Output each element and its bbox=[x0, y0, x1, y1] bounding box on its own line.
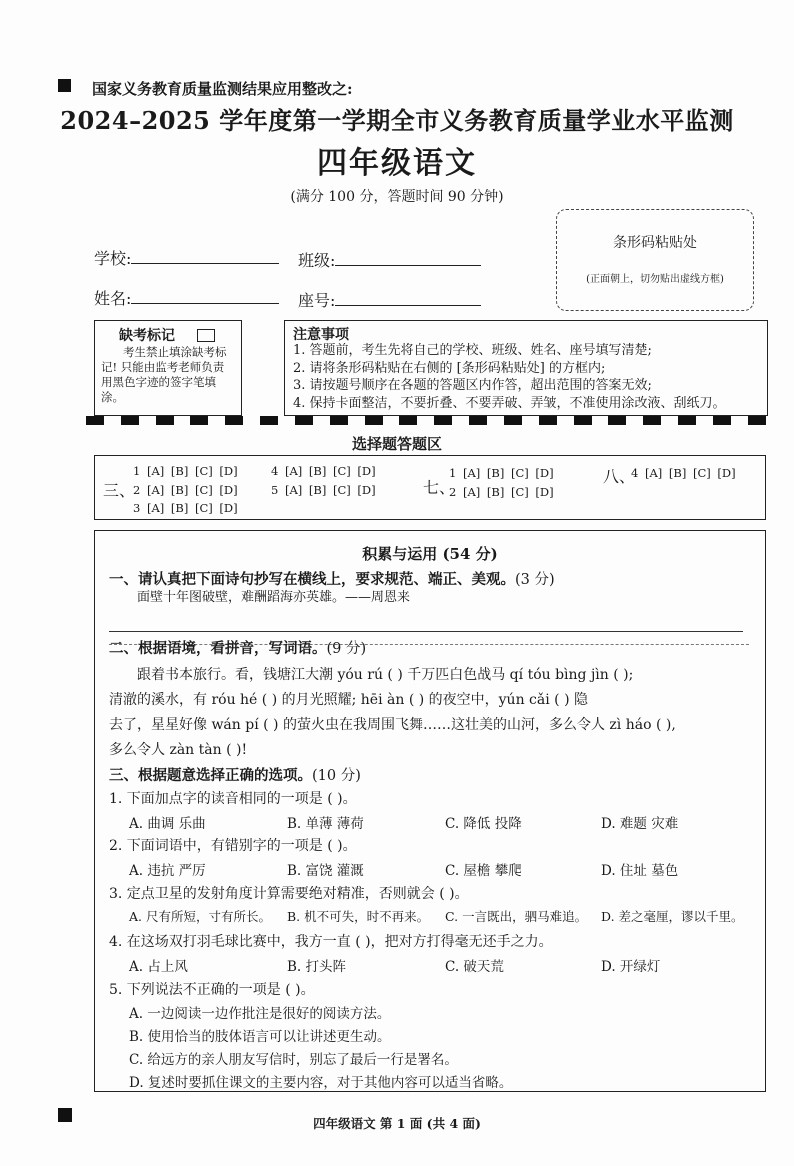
timing-marks bbox=[86, 416, 766, 426]
q1-answer-line[interactable] bbox=[109, 631, 743, 632]
absent-text: 考生禁止填涂缺考标记! 只能由监考老师负责用黑色字迹的签字笔填涂。 bbox=[101, 345, 227, 404]
choice-answer-box bbox=[94, 455, 766, 520]
absent-mark-box bbox=[94, 320, 242, 416]
q3-option[interactable]: A. 一边阅读一边作批注是很好的阅读方法。 bbox=[129, 1006, 391, 1022]
barcode-title: 条形码粘贴处 bbox=[613, 235, 697, 251]
absent-checkbox[interactable] bbox=[197, 329, 215, 342]
notice-item: 2. 请将条形码粘贴在右侧的 [条形码粘贴处] 的方框内; bbox=[293, 360, 606, 376]
notice-item: 3. 请按题号顺序在各题的答题区内作答，超出范围的答案无效; bbox=[293, 378, 652, 393]
answer-row[interactable]: 2 [A] [B] [C] [D] bbox=[133, 483, 238, 497]
q3-stem: 2. 下面词语中，有错别字的一项是 ( )。 bbox=[109, 838, 357, 854]
q3-option[interactable]: A. 占上风 bbox=[129, 959, 188, 975]
q2-line: 去了，星星好像 wán pí ( ) 的萤火虫在我周围飞舞……这壮美的山河，多么令人 zì háo ( ), bbox=[109, 717, 676, 733]
answer-row[interactable]: 2 [A] [B] [C] [D] bbox=[449, 485, 554, 499]
q3-stem: 1. 下面加点字的读音相同的一项是 ( )。 bbox=[109, 791, 357, 807]
notice-title: 注意事项 bbox=[293, 327, 349, 343]
q3-option[interactable]: B. 使用恰当的肢体语言可以让讲述更生动。 bbox=[129, 1029, 391, 1045]
name-label: 姓名: bbox=[94, 289, 132, 308]
exam-title: 2024–2025 学年度第一学期全市义务教育质量学业水平监测 bbox=[60, 106, 734, 135]
q3-option[interactable]: C. 破天荒 bbox=[445, 959, 504, 975]
notice-item: 4. 保持卡面整洁，不要折叠、不要弄破、弄皱，不准使用涂改液、刮纸刀。 bbox=[293, 395, 726, 411]
q3-option[interactable]: A. 曲调 乐曲 bbox=[129, 816, 206, 832]
class-label: 班级: bbox=[298, 251, 336, 270]
q2-line: 清澈的溪水，有 róu hé ( ) 的月光照耀; hēi àn ( ) 的夜空中，yún cǎi ( ) 隐 bbox=[109, 692, 588, 708]
subject-title: 四年级语文 bbox=[317, 146, 477, 181]
q3-stem: 4. 在这场双打羽毛球比赛中，我方一直 ( )，把对方打得毫无还手之力。 bbox=[109, 934, 553, 950]
q1-heading: 一、请认真把下面诗句抄写在横线上，要求规范、端正、美观。(3 分) bbox=[109, 571, 555, 588]
seat-field[interactable] bbox=[298, 288, 481, 311]
page-footer: 四年级语文 第 1 面 (共 4 面) bbox=[313, 1116, 481, 1131]
notice-list bbox=[293, 342, 726, 412]
answer-row[interactable]: 5 [A] [B] [C] [D] bbox=[271, 483, 376, 497]
q3-option[interactable]: A. 违抗 严厉 bbox=[129, 863, 206, 879]
q3-stem: 5. 下列说法不正确的一项是 ( )。 bbox=[109, 982, 315, 998]
q3-option[interactable]: A. 尺有所短，寸有所长。 bbox=[129, 909, 271, 924]
q3-option[interactable]: C. 屋檐 攀爬 bbox=[445, 863, 522, 879]
answer-row[interactable]: 4 [A] [B] [C] [D] bbox=[631, 466, 736, 480]
q3-option[interactable]: B. 富饶 灌溉 bbox=[287, 863, 364, 879]
q3-option[interactable]: D. 住址 墓色 bbox=[601, 863, 679, 879]
q2-line: 跟着书本旅行。看，钱塘江大潮 yóu rú ( ) 千万匹白色战马 qí tóu bìng jìn ( ); bbox=[137, 667, 634, 683]
q3-option[interactable]: C. 一言既出，驷马难追。 bbox=[445, 909, 588, 924]
q3-option[interactable]: C. 降低 投降 bbox=[445, 816, 522, 832]
name-field[interactable] bbox=[94, 286, 279, 309]
section-3-label: 三、 bbox=[103, 481, 136, 500]
notice-item: 1. 答题前，考生先将自己的学校、班级、姓名、座号填写清楚; bbox=[293, 343, 652, 358]
section-7-label: 七、 bbox=[423, 478, 456, 497]
q3-option[interactable]: D. 难题 灾难 bbox=[601, 816, 679, 832]
exam-meta: (满分 100 分，答题时间 90 分钟) bbox=[290, 189, 504, 205]
q1-poem: 面壁十年图破壁，难酬蹈海亦英雄。——周恩来 bbox=[137, 590, 411, 605]
answer-row[interactable]: 1 [A] [B] [C] [D] bbox=[449, 466, 554, 480]
section-title: 积累与运用 (54 分) bbox=[362, 545, 498, 563]
answer-row[interactable]: 4 [A] [B] [C] [D] bbox=[271, 464, 376, 478]
section-box bbox=[94, 530, 766, 1092]
answer-row[interactable]: 1 [A] [B] [C] [D] bbox=[133, 464, 238, 478]
q3-option[interactable]: D. 开绿灯 bbox=[601, 959, 661, 975]
q3-option[interactable]: D. 复述时要抓住课文的主要内容，对于其他内容可以适当省略。 bbox=[129, 1075, 513, 1091]
q2-line: 多么令人 zàn tàn ( )! bbox=[109, 742, 248, 758]
seat-label: 座号: bbox=[298, 291, 336, 310]
q3-option[interactable]: C. 给远方的亲人朋友写信时，别忘了最后一行是署名。 bbox=[129, 1052, 458, 1068]
notice-box bbox=[284, 320, 768, 416]
school-field[interactable] bbox=[94, 246, 279, 269]
q3-option[interactable]: B. 打头阵 bbox=[287, 959, 347, 975]
header-note: 国家义务教育质量监测结果应用整改之: bbox=[92, 80, 353, 98]
barcode-area bbox=[556, 209, 754, 311]
class-field[interactable] bbox=[298, 248, 481, 271]
corner-mark-top bbox=[58, 79, 71, 92]
choice-area-title: 选择题答题区 bbox=[351, 435, 442, 453]
q3-stem: 3. 定点卫星的发射角度计算需要绝对精准，否则就会 ( )。 bbox=[109, 886, 469, 902]
q3-heading: 三、根据题意选择正确的选项。(10 分) bbox=[109, 767, 361, 784]
q3-option[interactable]: D. 差之毫厘，谬以千里。 bbox=[601, 909, 744, 924]
barcode-hint: (正面朝上，切勿贴出虚线方框) bbox=[586, 274, 724, 285]
q3-option[interactable]: B. 机不可失，时不再来。 bbox=[287, 909, 430, 924]
q3-option[interactable]: B. 单薄 薄荷 bbox=[287, 816, 364, 832]
section-8-label: 八、 bbox=[603, 467, 636, 486]
absent-title: 缺考标记 bbox=[119, 328, 175, 344]
q2-heading: 二、根据语境，看拼音，写词语。(9 分) bbox=[109, 640, 367, 657]
school-label: 学校: bbox=[94, 249, 132, 268]
answer-row[interactable]: 3 [A] [B] [C] [D] bbox=[133, 501, 238, 515]
